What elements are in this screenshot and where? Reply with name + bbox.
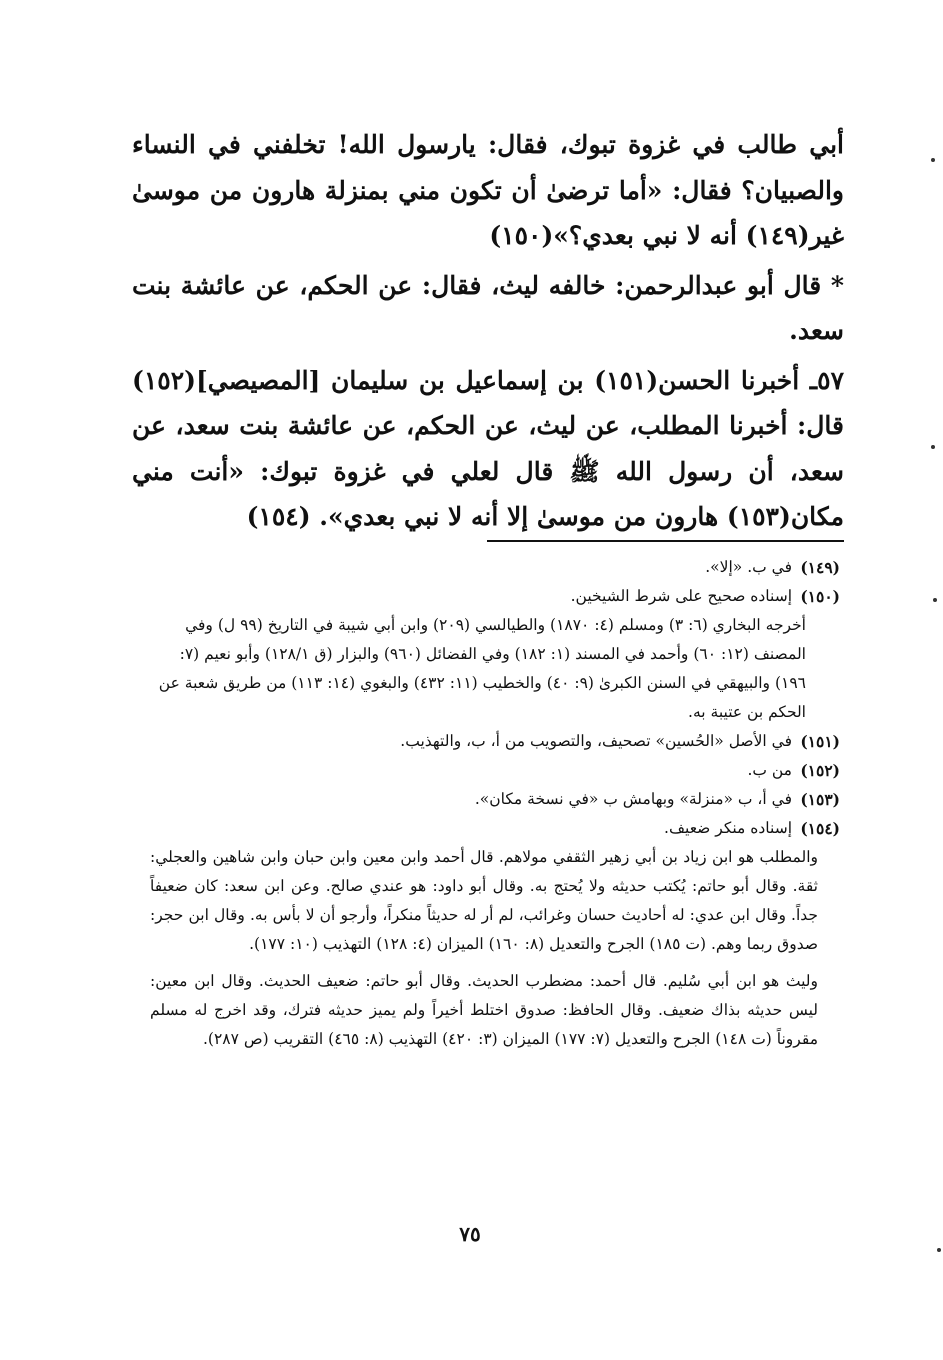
footnote-text: في أ، ب «منزلة» وبهامش ب «في نسخة مكان». [474,790,792,808]
scan-speck [931,445,935,449]
footnote-number: (١٥٤) [800,819,840,838]
footnote-number: (١٥١) [800,732,840,751]
footnote-text: إسناده منكر ضعيف. [664,819,792,837]
main-paragraph-3: ٥٧ـ أخبرنا الحسن(١٥١) بن إسماعيل بن سليمان [المصيصي](١٥٢) قال: أخبرنا المطلب، عن ليث، عن الحكم، عن عائشة بنت سعد، عن سعد، أن رسول الله ﷺ قال لعلي في غزوة تبوك: «أنت مني مكان(١٥٣) هارون من موسىٰ إلا أنه لا نبي بعدي». (١٥٤) [132,365,844,531]
footnote-150-sources [150,611,840,727]
footnote-text: إسناده صحيح على شرط الشيخين. [570,587,792,605]
footnote-153 [150,785,840,814]
footnote-150 [150,582,840,611]
footnote-154 [150,814,840,843]
footnote-paragraph-mutalib: والمطلب هو ابن زياد بن أبي زهير الثقفي مولاهم. قال أحمد وابن معين وابن حبان وابن شاهين والعجلي: ثقة. وقال أبو حاتم: يُكتب حديثه ولا يُحتج به. وقال أبو داود: هو عندي صالح. وعن ابن سعد: كان ضعيفاً جداً. وقال ابن عدي: له أحاديث حسان وغرائب، لم أر له حديثاً منكراً، وأرجو أن لا بأس به. وقال ابن حجر: صدوق ربما وهم. (ت ١٨٥) الجرح والتعديل (٨: ١٦٠) الميزان (٤: ١٢٨) التهذيب (١٠: ١٧٧). [150,848,818,953]
footnotes-section [150,553,840,1054]
footnote-number: (١٥٣) [800,790,840,809]
footnote-text: في الأصل «الحُسين» تصحيف، والتصويب من أ، ب، والتهذيب. [400,732,792,750]
footnote-number: (١٥٢) [800,761,840,780]
footnote-number: (١٤٩) [800,558,840,577]
scan-speck [933,598,937,602]
main-paragraph-2: * قال أبو عبدالرحمن: خالفه ليث، فقال: عن الحكم، عن عائشة بنت سعد. [132,270,844,345]
footnote-text: في ب. «إلا». [705,558,792,576]
scan-speck [937,1248,941,1252]
page-number: ٧٥ [459,1222,481,1246]
main-text-block [132,122,844,540]
main-paragraph-1: أبي طالب في غزوة تبوك، فقال: يارسول الله! تخلفني في النساء والصبيان؟ فقال: «أما ترضىٰ أن تكون مني بمنزلة هارون من موسىٰ غير(١٤٩) أنه لا نبي بعدي؟»(١٥٠) [132,130,844,250]
footnote-text: من ب. [747,761,792,779]
footnote-149 [150,553,840,582]
scan-speck [931,158,935,162]
footnote-152 [150,756,840,785]
footnote-separator [487,540,844,542]
footnote-number: (١٥٠) [800,587,840,606]
footnote-text: أخرجه البخاري (٦: ٣) ومسلم (٤: ١٨٧٠) والطيالسي (٢٠٩) وابن أبي شيبة في التاريخ (٩٩ ل) وفي المصنف (١٢: ٦٠) وأحمد في المسند (١: ١٨٢) وفي الفضائل (٩٦٠) والبزار (ق ١٢٨/١) وأبو نعيم (٧: ١٩٦) والبيهقي في السنن الكبرىٰ (٩: ٤٠) والخطيب (١١: ٤٣٢) والبغوي (١٤: ١١٣) من طريق شعبة عن الحكم بن عتيبة به. [158,616,806,721]
footnote-151 [150,727,840,756]
footnote-paragraph-layth: وليث هو ابن أبي سُليم. قال أحمد: مضطرب الحديث. وقال أبو حاتم: ضعيف الحديث. وقال ابن معين: ليس حديثه بذاك ضعيف. وقال الحافظ: صدوق اختلط أخيراً ولم يميز حديثه فترك، وقد اخرج له مسلم مقروناً (ت ١٤٨) الجرح والتعديل (٧: ١٧٧) الميزان (٣: ٤٢٠) التهذيب (٨: ٤٦٥) التقريب (ص ٢٨٧). [150,972,818,1048]
